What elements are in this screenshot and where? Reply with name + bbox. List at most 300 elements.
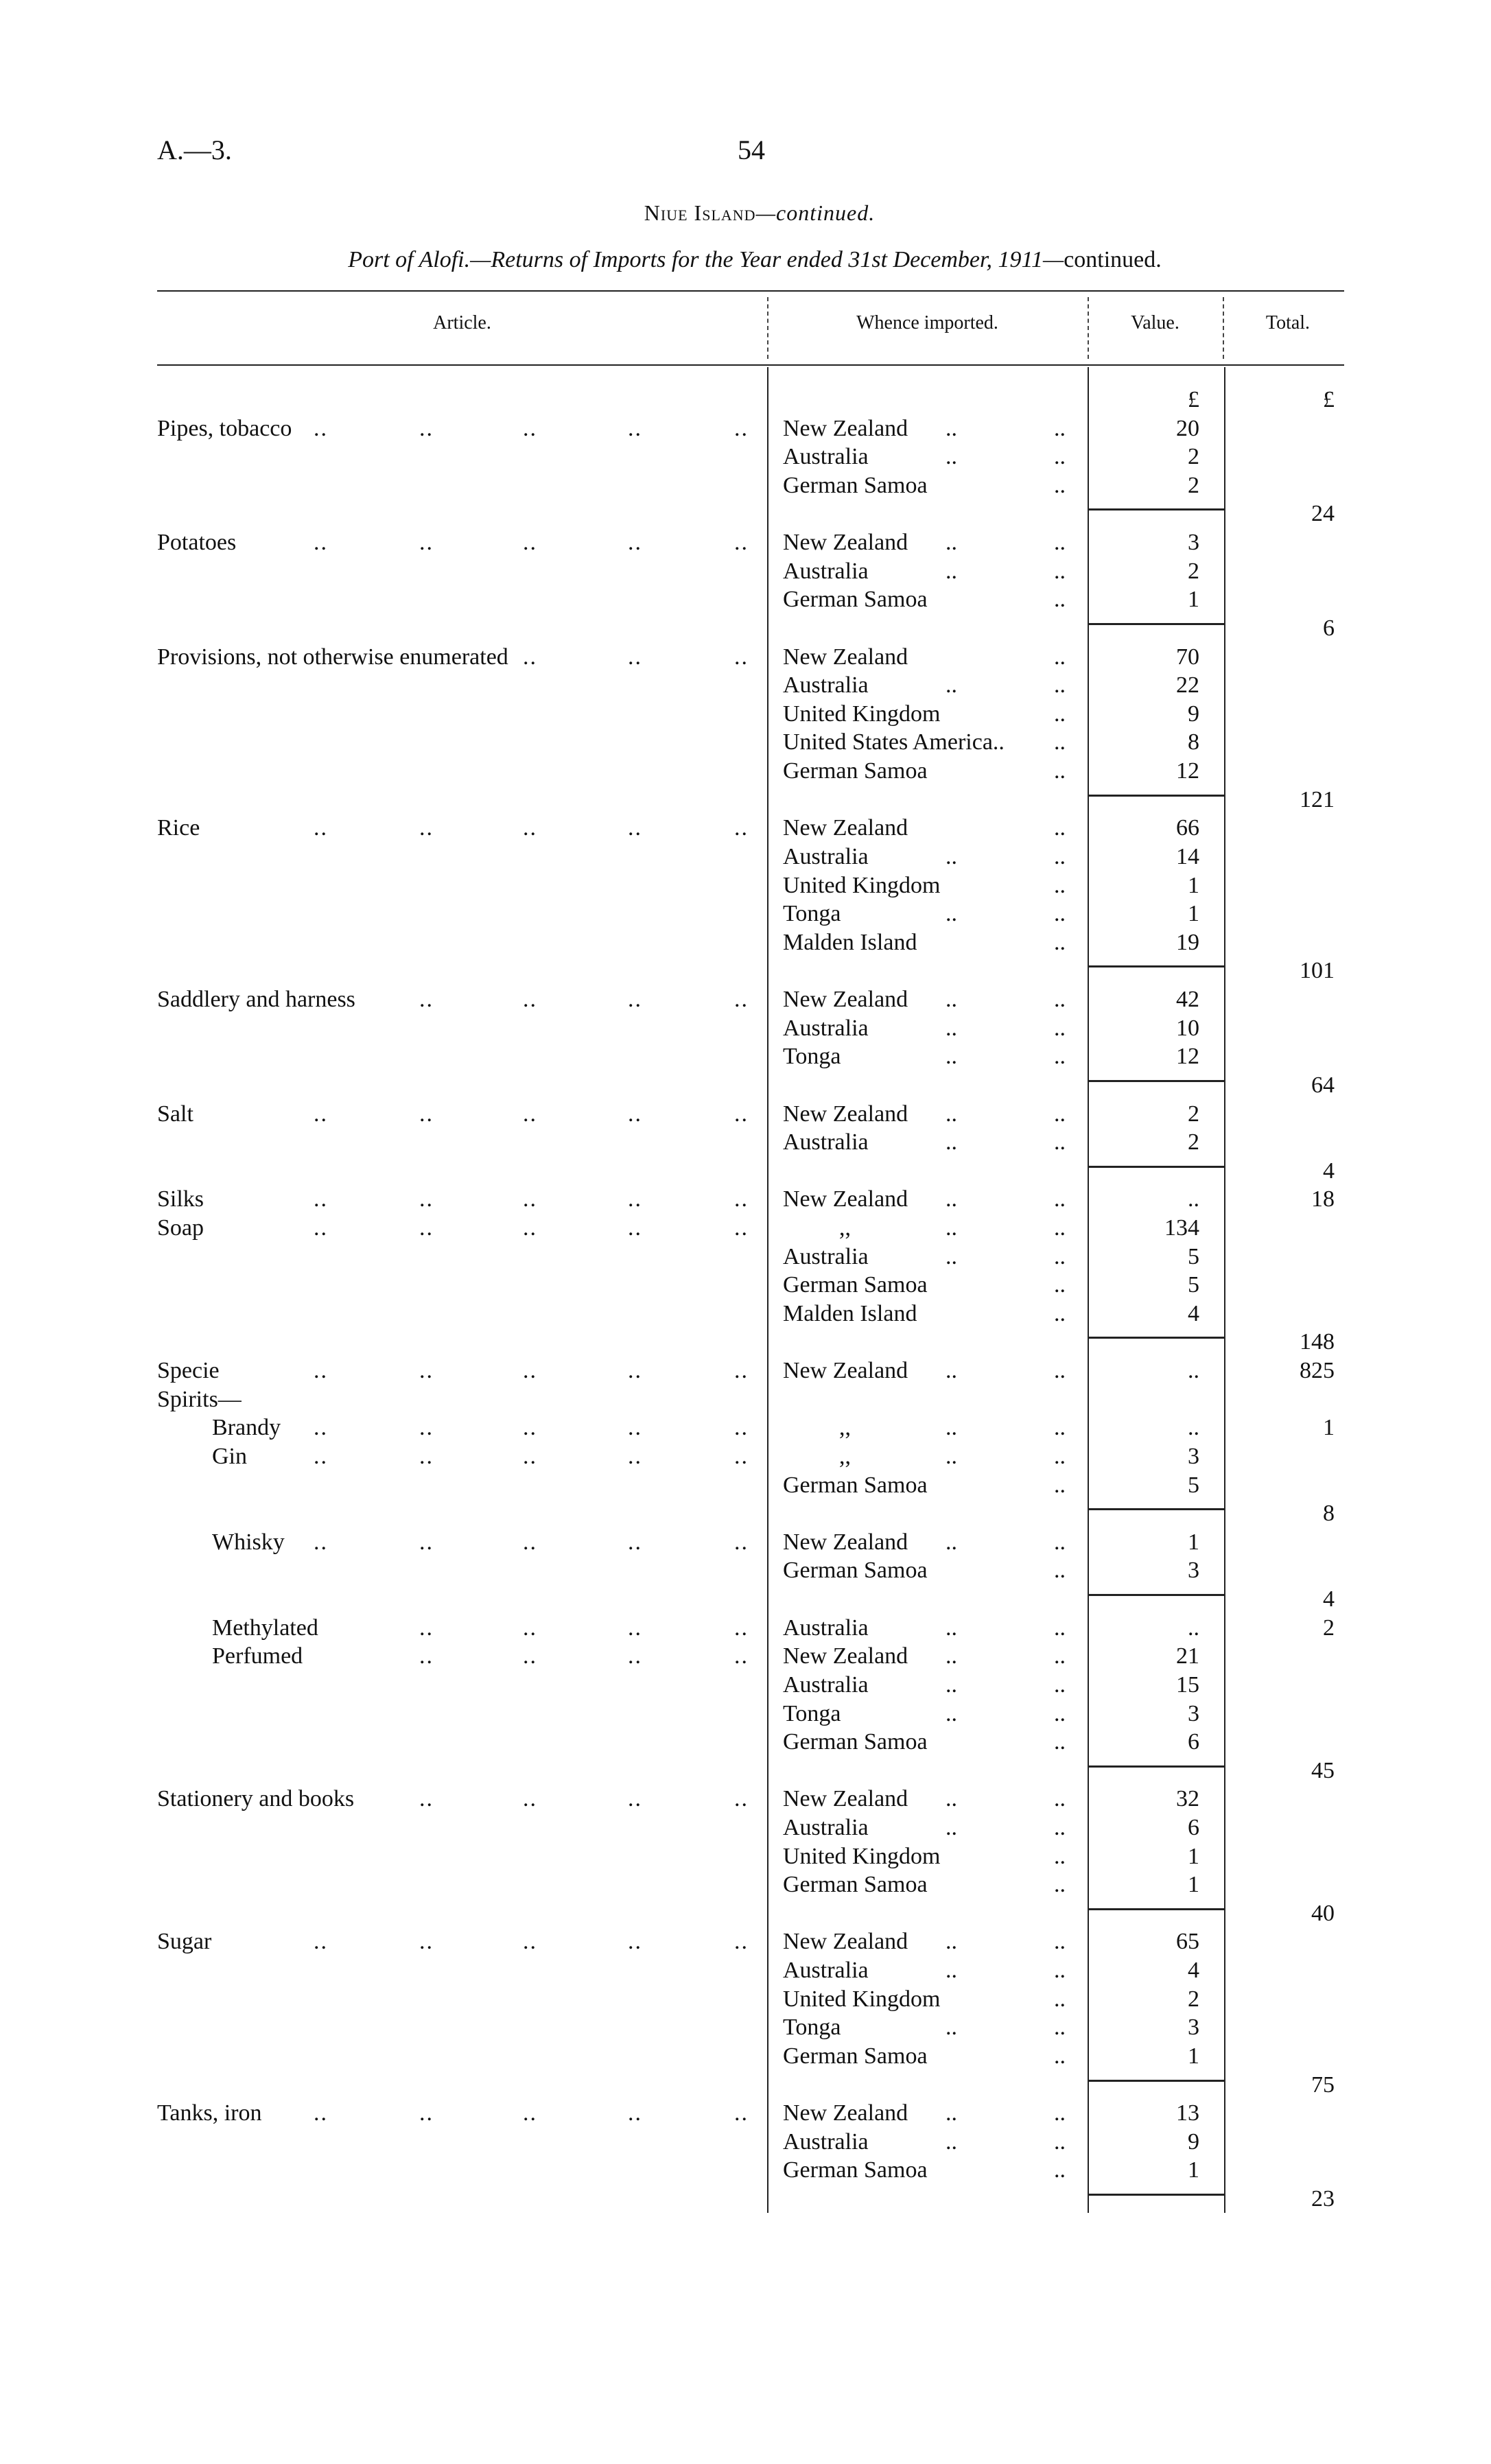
whence-imported: New Zealand xyxy=(783,1186,908,1212)
leader-dots: .. xyxy=(314,415,328,441)
leader-dots: .. xyxy=(419,1186,434,1212)
table-row xyxy=(0,1956,1491,1985)
whence-imported: Tonga xyxy=(783,1044,841,1070)
whence-imported: German Samoa xyxy=(783,2157,928,2183)
leader-dots: .. xyxy=(734,1443,749,1469)
table-row xyxy=(0,1442,1491,1471)
table-row xyxy=(0,1385,1491,1414)
value-cell: 3 xyxy=(1188,530,1199,556)
leader-dots: .. xyxy=(946,1958,957,1984)
value-cell: 2 xyxy=(1188,1986,1199,2012)
leader-dots: .. xyxy=(1054,701,1066,727)
table-row xyxy=(0,2042,1491,2071)
leader-dots: .. xyxy=(419,1786,434,1812)
leader-dots: .. xyxy=(946,1615,957,1641)
leader-dots: .. xyxy=(523,2100,537,2126)
leader-dots: .. xyxy=(946,530,957,556)
leader-dots: .. xyxy=(1054,1243,1066,1269)
leader-dots: .. xyxy=(523,1529,537,1555)
leader-dots: .. xyxy=(946,2100,957,2126)
article-name: Tanks, iron xyxy=(157,2100,262,2126)
section-title xyxy=(0,200,1491,226)
whence-imported: New Zealand xyxy=(783,815,908,841)
whence-imported: New Zealand xyxy=(783,987,908,1013)
leader-dots: .. xyxy=(946,1929,957,1955)
leader-dots: .. xyxy=(419,1215,434,1241)
value-cell: 12 xyxy=(1176,1044,1199,1070)
leader-dots: .. xyxy=(946,843,957,869)
value-cell: 2 xyxy=(1188,472,1199,498)
whence-imported: New Zealand xyxy=(783,530,908,556)
value-cell: 2 xyxy=(1188,444,1199,470)
whence-imported: Tonga xyxy=(783,2015,841,2041)
article-name: Stationery and books xyxy=(157,1786,355,1812)
leader-dots: .. xyxy=(1054,1044,1066,1070)
whence-imported: New Zealand xyxy=(783,1929,908,1955)
leader-dots: .. xyxy=(734,1415,749,1441)
value-cell: 3 xyxy=(1188,1700,1199,1726)
leader-dots: .. xyxy=(1054,843,1066,869)
leader-dots: .. xyxy=(1054,1015,1066,1041)
leader-dots: .. xyxy=(734,415,749,441)
table-row xyxy=(0,1014,1491,1043)
table-row xyxy=(0,1614,1491,1643)
ditto-mark: ,, xyxy=(839,1443,851,1469)
leader-dots: .. xyxy=(946,1815,957,1840)
table-row xyxy=(0,1757,1491,1785)
leader-dots: .. xyxy=(419,1929,434,1955)
whence-imported: New Zealand xyxy=(783,1101,908,1127)
leader-dots: .. xyxy=(314,1101,328,1127)
table-top-rule xyxy=(157,290,1344,292)
leader-dots: .. xyxy=(946,1358,957,1384)
value-cell: 1 xyxy=(1188,587,1199,613)
leader-dots: .. xyxy=(419,1643,434,1669)
leader-dots: .. xyxy=(314,2100,328,2126)
total-cell: 23 xyxy=(1311,2186,1335,2212)
leader-dots: .. xyxy=(1054,1529,1066,1555)
article-name: Rice xyxy=(157,815,200,841)
table-row xyxy=(0,386,1491,414)
leader-dots: .. xyxy=(946,1015,957,1041)
leader-dots: .. xyxy=(1054,758,1066,784)
value-cell: 5 xyxy=(1188,1272,1199,1298)
whence-imported: Australia xyxy=(783,1671,869,1698)
leader-dots: .. xyxy=(628,1929,642,1955)
leader-dots: .. xyxy=(419,1358,434,1384)
table-row xyxy=(0,471,1491,500)
leader-dots: .. xyxy=(946,1101,957,1127)
leader-dots: .. xyxy=(946,1443,957,1469)
leader-dots: .. xyxy=(734,1101,749,1127)
article-name: Pipes, tobacco xyxy=(157,415,292,441)
article-name: Soap xyxy=(157,1215,204,1241)
leader-dots: .. xyxy=(1054,587,1066,613)
table-row xyxy=(0,728,1491,757)
value-cell: 21 xyxy=(1176,1643,1199,1669)
table-row xyxy=(0,671,1491,700)
leader-dots: .. xyxy=(314,1929,328,1955)
value-cell: 2 xyxy=(1188,1129,1199,1155)
leader-dots: .. xyxy=(523,1615,537,1641)
total-cell: £ xyxy=(1323,387,1335,412)
total-cell: 4 xyxy=(1323,1586,1335,1612)
leader-dots: .. xyxy=(1054,2128,1066,2155)
table-row xyxy=(0,786,1491,814)
table-row xyxy=(0,1185,1491,1214)
column-header-total: Total. xyxy=(1265,312,1311,333)
total-cell: 40 xyxy=(1311,1900,1335,1926)
leader-dots: .. xyxy=(734,1786,749,1812)
leader-dots: .. xyxy=(946,1700,957,1726)
leader-dots: .. xyxy=(419,530,434,556)
value-cell: 6 xyxy=(1188,1729,1199,1755)
whence-imported: New Zealand xyxy=(783,644,908,670)
value-cell: 1 xyxy=(1188,2043,1199,2069)
leader-dots: .. xyxy=(1054,987,1066,1013)
table-row xyxy=(0,757,1491,786)
leader-dots: .. xyxy=(1054,530,1066,556)
leader-dots: .. xyxy=(734,1615,749,1641)
whence-imported: German Samoa xyxy=(783,1872,928,1898)
table-row xyxy=(0,957,1491,985)
leader-dots: .. xyxy=(1054,644,1066,670)
value-cell: 19 xyxy=(1176,929,1199,955)
leader-dots: .. xyxy=(1054,2043,1066,2069)
value-cell: 42 xyxy=(1176,987,1199,1013)
value-cell: 15 xyxy=(1176,1671,1199,1698)
leader-dots: .. xyxy=(946,672,957,699)
leader-dots: .. xyxy=(1054,2157,1066,2183)
value-cell: £ xyxy=(1188,387,1199,412)
leader-dots: .. xyxy=(314,1415,328,1441)
leader-dots: .. xyxy=(1054,729,1066,755)
leader-dots: .. xyxy=(628,1415,642,1441)
leader-dots: .. xyxy=(734,1529,749,1555)
whence-imported: Tonga xyxy=(783,901,841,927)
section-suffix: —continued. xyxy=(755,200,876,225)
whence-imported: New Zealand xyxy=(783,2100,908,2126)
total-cell: 121 xyxy=(1300,786,1335,812)
table-row xyxy=(0,2099,1491,2128)
leader-dots: .. xyxy=(946,1243,957,1269)
total-cell: 18 xyxy=(1311,1186,1335,1212)
whence-imported: Malden Island xyxy=(783,929,917,955)
leader-dots: .. xyxy=(523,815,537,841)
whence-imported: German Samoa xyxy=(783,1472,928,1498)
table-row xyxy=(0,1528,1491,1557)
whence-imported: United Kingdom xyxy=(783,1986,941,2012)
whence-imported: New Zealand xyxy=(783,1529,908,1555)
value-cell: 134 xyxy=(1164,1215,1199,1241)
leader-dots: .. xyxy=(1054,1786,1066,1812)
leader-dots: .. xyxy=(946,1129,957,1155)
article-name: Whisky xyxy=(212,1529,285,1555)
total-cell: 8 xyxy=(1323,1501,1335,1527)
total-cell: 101 xyxy=(1300,958,1335,984)
leader-dots: .. xyxy=(1054,1415,1066,1441)
value-cell: .. xyxy=(1188,1358,1199,1384)
leader-dots: .. xyxy=(314,1443,328,1469)
table-title-italic: Port of Alofi.—Returns of Imports for the Year ended 31st December, 1911— xyxy=(348,247,1064,272)
whence-imported: Australia xyxy=(783,1243,869,1269)
table-row xyxy=(0,1585,1491,1614)
leader-dots: .. xyxy=(1054,1643,1066,1669)
whence-imported: United Kingdom xyxy=(783,701,941,727)
leader-dots: .. xyxy=(523,1929,537,1955)
leader-dots: .. xyxy=(523,1215,537,1241)
total-cell: 75 xyxy=(1311,2072,1335,2098)
leader-dots: .. xyxy=(1054,929,1066,955)
table-row xyxy=(0,443,1491,471)
whence-imported: German Samoa xyxy=(783,758,928,784)
leader-dots: .. xyxy=(946,901,957,927)
leader-dots: .. xyxy=(628,1615,642,1641)
value-cell: 2 xyxy=(1188,1101,1199,1127)
value-cell: 22 xyxy=(1176,672,1199,699)
leader-dots: .. xyxy=(1054,815,1066,841)
value-cell: 9 xyxy=(1188,2128,1199,2155)
leader-dots: .. xyxy=(1054,901,1066,927)
leader-dots: .. xyxy=(1054,1101,1066,1127)
leader-dots: .. xyxy=(523,1358,537,1384)
value-cell: 13 xyxy=(1176,2100,1199,2126)
leader-dots: .. xyxy=(1054,1671,1066,1698)
table-row xyxy=(0,1042,1491,1071)
whence-imported: German Samoa xyxy=(783,587,928,613)
article-name: Silks xyxy=(157,1186,204,1212)
leader-dots: .. xyxy=(1054,1929,1066,1955)
table-row xyxy=(0,1785,1491,1814)
leader-dots: .. xyxy=(314,530,328,556)
leader-dots: .. xyxy=(628,1358,642,1384)
leader-dots: .. xyxy=(419,415,434,441)
table-row xyxy=(0,1413,1491,1442)
leader-dots: .. xyxy=(1054,1986,1066,2012)
table-row xyxy=(0,814,1491,843)
whence-imported: German Samoa xyxy=(783,1558,928,1584)
leader-dots: .. xyxy=(1054,1815,1066,1840)
page-number: 54 xyxy=(738,134,765,165)
article-name: Sugar xyxy=(157,1929,212,1955)
value-cell: 1 xyxy=(1188,1529,1199,1555)
whence-imported: Australia xyxy=(783,1129,869,1155)
leader-dots: .. xyxy=(1054,1215,1066,1241)
leader-dots: .. xyxy=(1054,1872,1066,1898)
ditto-mark: ,, xyxy=(839,1215,851,1241)
leader-dots: .. xyxy=(419,815,434,841)
leader-dots: .. xyxy=(946,1671,957,1698)
column-header-value: Value. xyxy=(1131,312,1179,333)
article-name: Saddlery and harness xyxy=(157,987,355,1013)
leader-dots: .. xyxy=(628,1215,642,1241)
table-row xyxy=(0,1499,1491,1528)
column-header-whence: Whence imported. xyxy=(856,312,998,333)
leader-dots: .. xyxy=(734,1643,749,1669)
whence-imported: Australia xyxy=(783,1958,869,1984)
leader-dots: .. xyxy=(1054,1443,1066,1469)
leader-dots: .. xyxy=(1054,1558,1066,1584)
whence-imported: German Samoa xyxy=(783,1729,928,1755)
leader-dots: .. xyxy=(628,1101,642,1127)
table-row xyxy=(0,1700,1491,1728)
total-cell: 64 xyxy=(1311,1072,1335,1098)
leader-dots: .. xyxy=(1054,1700,1066,1726)
leader-dots: .. xyxy=(628,644,642,670)
whence-imported: Australia xyxy=(783,1615,869,1641)
leader-dots: .. xyxy=(946,558,957,584)
leader-dots: .. xyxy=(1054,1958,1066,1984)
leader-dots: .. xyxy=(1054,1843,1066,1869)
leader-dots: .. xyxy=(1054,672,1066,699)
article-name: Perfumed xyxy=(212,1643,303,1669)
leader-dots: .. xyxy=(734,815,749,841)
table-row xyxy=(0,414,1491,443)
total-cell: 45 xyxy=(1311,1757,1335,1783)
value-cell: 10 xyxy=(1176,1015,1199,1041)
value-cell: 5 xyxy=(1188,1472,1199,1498)
table-row xyxy=(0,1300,1491,1328)
table-row xyxy=(0,643,1491,672)
table-row xyxy=(0,1328,1491,1357)
value-cell: 1 xyxy=(1188,1843,1199,1869)
article-name: Spirits— xyxy=(157,1386,242,1412)
table-row xyxy=(0,2071,1491,2100)
leader-dots: .. xyxy=(314,1358,328,1384)
article-name: Specie xyxy=(157,1358,220,1384)
value-cell: 32 xyxy=(1176,1786,1199,1812)
leader-dots: .. xyxy=(946,444,957,470)
table-row xyxy=(0,1100,1491,1129)
leader-dots: .. xyxy=(1054,1615,1066,1641)
leader-dots: .. xyxy=(628,815,642,841)
leader-dots: .. xyxy=(1054,1472,1066,1498)
table-row xyxy=(0,585,1491,614)
table-row xyxy=(0,928,1491,957)
table-row xyxy=(0,2128,1491,2157)
leader-dots: .. xyxy=(523,1643,537,1669)
leader-dots: .. xyxy=(419,987,434,1013)
whence-imported: United Kingdom xyxy=(783,1843,941,1869)
leader-dots: .. xyxy=(419,1415,434,1441)
leader-dots: .. xyxy=(628,1786,642,1812)
article-name: Methylated xyxy=(212,1615,318,1641)
whence-imported: New Zealand xyxy=(783,1358,908,1384)
table-row xyxy=(0,1556,1491,1585)
leader-dots: .. xyxy=(946,415,957,441)
table-row xyxy=(0,900,1491,928)
table-row xyxy=(0,1357,1491,1385)
leader-dots: .. xyxy=(1054,558,1066,584)
whence-imported: Australia xyxy=(783,672,869,699)
value-cell: 65 xyxy=(1176,1929,1199,1955)
whence-imported: German Samoa xyxy=(783,472,928,498)
whence-imported: German Samoa xyxy=(783,2043,928,2069)
whence-imported: Australia xyxy=(783,843,869,869)
header-bottom-rule xyxy=(157,364,1344,366)
value-cell: 2 xyxy=(1188,558,1199,584)
leader-dots: .. xyxy=(419,1101,434,1127)
article-name: Gin xyxy=(212,1443,247,1469)
table-row xyxy=(0,1214,1491,1243)
table-row xyxy=(0,1642,1491,1671)
value-cell: 14 xyxy=(1176,843,1199,869)
leader-dots: .. xyxy=(734,1186,749,1212)
value-cell: 6 xyxy=(1188,1815,1199,1840)
leader-dots: .. xyxy=(628,2100,642,2126)
table-row xyxy=(0,700,1491,729)
leader-dots: .. xyxy=(628,987,642,1013)
whence-imported: Australia xyxy=(783,558,869,584)
article-name: Salt xyxy=(157,1101,193,1127)
leader-dots: .. xyxy=(946,1643,957,1669)
total-cell: 6 xyxy=(1323,615,1335,641)
leader-dots: .. xyxy=(523,1101,537,1127)
article-name: Provisions, not otherwise enumerated xyxy=(157,644,508,670)
table-row xyxy=(0,1471,1491,1500)
table-row xyxy=(0,2013,1491,2042)
table-row xyxy=(0,1899,1491,1928)
table-row xyxy=(0,985,1491,1014)
leader-dots: .. xyxy=(314,1186,328,1212)
whence-imported: Australia xyxy=(783,1015,869,1041)
table-row xyxy=(0,500,1491,528)
value-cell: 5 xyxy=(1188,1243,1199,1269)
document-reference: A.—3. xyxy=(157,134,232,165)
whence-imported: United States America.. xyxy=(783,729,1005,755)
table-row xyxy=(0,1128,1491,1157)
leader-dots: .. xyxy=(523,1443,537,1469)
leader-dots: .. xyxy=(523,1786,537,1812)
whence-imported: Malden Island xyxy=(783,1300,917,1326)
table-row xyxy=(0,1671,1491,1700)
leader-dots: .. xyxy=(314,815,328,841)
leader-dots: .. xyxy=(946,1415,957,1441)
value-cell: .. xyxy=(1188,1615,1199,1641)
leader-dots: .. xyxy=(1054,1358,1066,1384)
table-row xyxy=(0,1985,1491,2014)
value-cell: .. xyxy=(1188,1186,1199,1212)
leader-dots: .. xyxy=(419,1615,434,1641)
leader-dots: .. xyxy=(628,1186,642,1212)
leader-dots: .. xyxy=(523,644,537,670)
whence-imported: Australia xyxy=(783,1815,869,1840)
leader-dots: .. xyxy=(734,2100,749,2126)
leader-dots: .. xyxy=(1054,1272,1066,1298)
leader-dots: .. xyxy=(734,1358,749,1384)
total-cell: 825 xyxy=(1300,1358,1335,1384)
value-cell: 1 xyxy=(1188,901,1199,927)
leader-dots: .. xyxy=(946,2128,957,2155)
whence-imported: Australia xyxy=(783,444,869,470)
total-cell: 4 xyxy=(1323,1158,1335,1184)
table-row xyxy=(0,843,1491,871)
table-title-roman: continued. xyxy=(1064,247,1162,272)
leader-dots: .. xyxy=(628,1443,642,1469)
ditto-mark: ,, xyxy=(839,1415,851,1441)
leader-dots: .. xyxy=(1054,2015,1066,2041)
leader-dots: .. xyxy=(946,1529,957,1555)
leader-dots: .. xyxy=(419,1529,434,1555)
leader-dots: .. xyxy=(1054,1186,1066,1212)
leader-dots: .. xyxy=(1054,872,1066,898)
table-row xyxy=(0,1814,1491,1842)
leader-dots: .. xyxy=(946,1215,957,1241)
value-cell: 66 xyxy=(1176,815,1199,841)
value-cell: .. xyxy=(1188,1415,1199,1441)
value-cell: 3 xyxy=(1188,2015,1199,2041)
leader-dots: .. xyxy=(1054,2100,1066,2126)
